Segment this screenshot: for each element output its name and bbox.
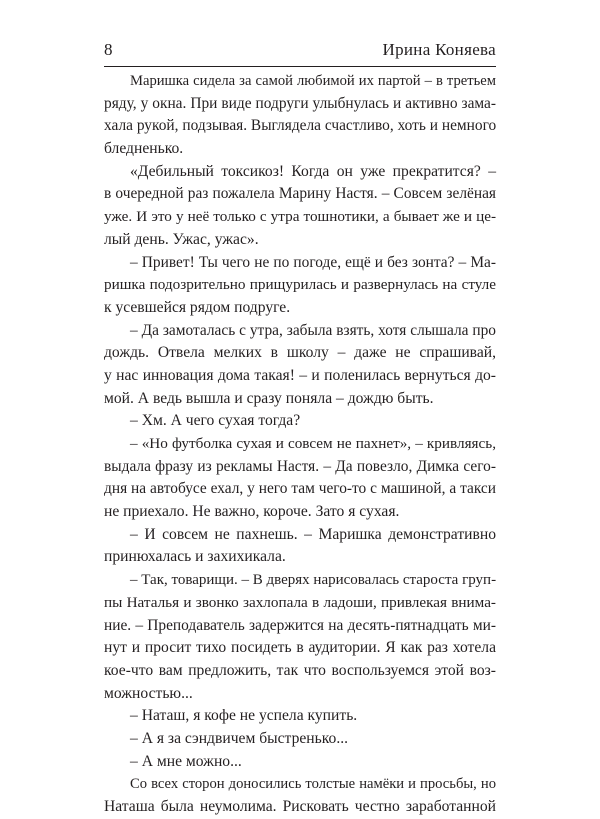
text-line: – Да замоталась с утра, забыла взять, хотя слышала про xyxy=(130,321,496,339)
author-name: Ирина Коняева xyxy=(382,40,496,59)
text-line: – «Но футболка сухая и совсем не пахнет», – кривляясь, xyxy=(130,435,496,452)
text-line: бледненько. xyxy=(104,140,184,158)
text-line: мой. А ведь вышла и сразу поняла – дождю быть. xyxy=(104,389,434,407)
text-line: пы Наталья и звонко захлопала в ладоши, привлекая внима- xyxy=(104,593,496,611)
text-line: нут и просит тихо посидеть в аудитории. Я как раз хотела xyxy=(104,639,496,657)
text-line: в очередной раз пожалела Марину Настя. – Совсем зелёная xyxy=(104,185,496,203)
text-line: – Так, товарищи. – В дверях нарисовалась староста груп- xyxy=(130,572,497,589)
text-line: к усевшейся рядом подруге. xyxy=(104,298,291,316)
text-line: ние. – Преподаватель задержится на десять-пятнадцать ми- xyxy=(104,616,496,634)
text-line: выдала фразу из рекламы Настя. – Да повезло, Димка сего- xyxy=(104,457,496,475)
text-line: уже. И это у неё только с утра тошнотики, а бывает же и це- xyxy=(104,208,496,226)
text-line: – А я за сэндвичем быстренько... xyxy=(130,729,349,747)
text-line: можностью... xyxy=(104,684,193,702)
header-rule xyxy=(104,66,496,67)
text-line: – Наташ, я кофе не успела купить. xyxy=(130,707,358,725)
text-line: Со всех сторон доносились толстые намёки и просьбы, но xyxy=(130,776,496,793)
text-line: «Дебильный токсикоз! Когда он уже прекратится? – xyxy=(130,162,496,180)
text-line: – А мне можно... xyxy=(130,752,242,770)
running-header xyxy=(104,40,496,60)
text-line: – И совсем не пахнешь. – Маришка демонстративно xyxy=(130,525,496,543)
text-line: дождь. Отвела мелких в школу – даже не спрашивай, xyxy=(104,344,496,362)
text-line: лый день. Ужас, ужас». xyxy=(104,230,259,248)
text-line: хала рукой, подзывая. Выглядела счастливо, хоть и немного xyxy=(104,117,497,135)
text-line: не приехало. Не важно, короче. Зато я сухая. xyxy=(104,503,400,521)
text-line: Маришка сидела за самой любимой их партой – в третьем xyxy=(130,73,496,89)
text-line: ряду, у окна. При виде подруги улыбнулась и активно зама- xyxy=(104,94,496,112)
page-number: 8 xyxy=(104,40,113,59)
text-line: Наташа была неумолима. Рисковать честно заработанной xyxy=(104,798,496,815)
text-line: кое-что вам предложить, так что воспользуемся этой воз- xyxy=(104,661,496,679)
text-line: ришка подозрительно прищурилась и развернулась на стуле xyxy=(104,276,496,294)
text-line: дня на автобусе ехал, у него там чего-то с машиной, а такси xyxy=(104,480,496,498)
text-line: – Хм. А чего сухая тогда? xyxy=(130,412,301,430)
body-text xyxy=(104,70,496,819)
text-line: принюхалась и захихикала. xyxy=(104,548,286,566)
text-line: – Привет! Ты чего не по погоде, ещё и без зонта? – Ма- xyxy=(130,253,496,271)
text-line: у нас инновация дома такая! – и поленилась вернуться до- xyxy=(104,366,496,384)
